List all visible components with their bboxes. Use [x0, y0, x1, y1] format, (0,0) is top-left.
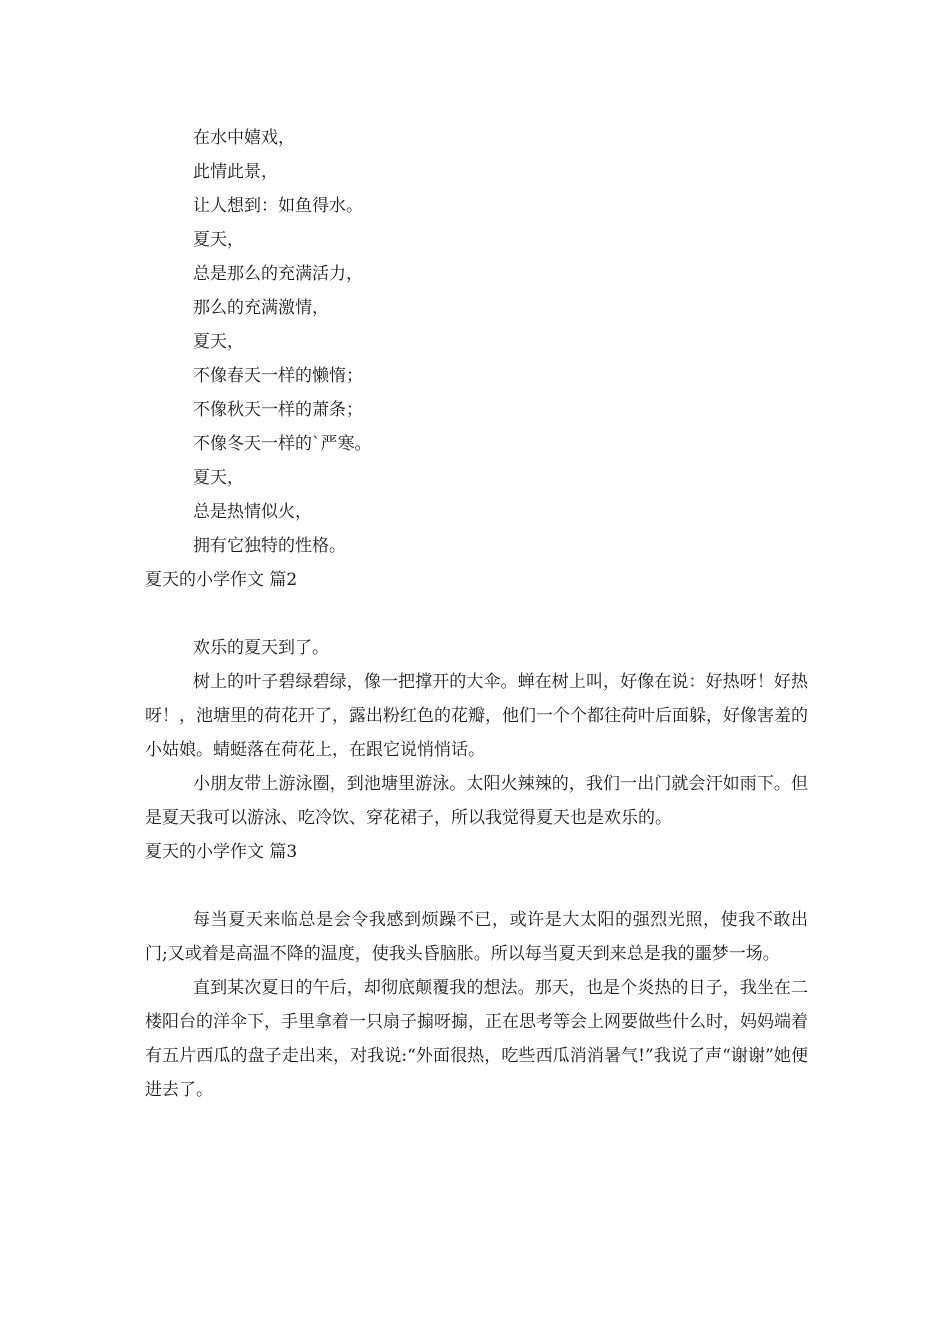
paragraph: 小朋友带上游泳圈，到池塘里游泳。太阳火辣辣的，我们一出门就会汗如雨下。但是夏天我可以游泳、吃冷饮、穿花裙子，所以我觉得夏天也是欢乐的。 — [145, 774, 808, 828]
poem-line: 让人想到：如鱼得水。 — [193, 196, 363, 216]
section-heading: 夏天的小学作文 篇2 — [145, 570, 298, 590]
paragraph: 直到某次夏日的午后，却彻底颠覆我的想法。那天，也是个炎热的日子，我坐在二楼阳台的洋伞下，手里拿着一只扇子搧呀搧，正在思考等会上网要做些什么时，妈妈端着有五片西瓜的盘子走出来，对我说:“外面很热，吃些西瓜消消暑气!”我说了声“谢谢”她便进去了。 — [145, 978, 808, 1100]
paragraph: 树上的叶子碧绿碧绿，像一把撑开的大伞。蝉在树上叫，好像在说：好热呀！好热呀！，池塘里的荷花开了，露出粉红色的花瓣，他们一个个都往荷叶后面躲，好像害羞的小姑娘。蜻蜓落在荷花上，在跟它说悄悄话。 — [145, 672, 808, 760]
poem-line: 不像春天一样的懒惰； — [193, 366, 363, 386]
section-2 — [145, 563, 808, 835]
poem-block — [145, 121, 808, 563]
poem-line: 夏天， — [193, 230, 244, 250]
section-heading: 夏天的小学作文 篇3 — [145, 842, 298, 862]
spacer — [145, 597, 808, 631]
paragraph: 欢乐的夏天到了。 — [193, 638, 329, 658]
poem-line: 夏天， — [193, 468, 244, 488]
poem-line: 不像冬天一样的`严寒。 — [193, 434, 372, 454]
poem-line: 拥有它独特的性格。 — [193, 536, 346, 556]
section-3 — [145, 835, 808, 1107]
spacer — [145, 869, 808, 903]
poem-line: 此情此景， — [193, 162, 278, 182]
poem-line: 在水中嬉戏， — [193, 128, 295, 148]
document-page — [145, 121, 808, 1107]
poem-line: 总是那么的充满活力， — [193, 264, 363, 284]
poem-line: 那么的充满激情， — [193, 298, 329, 318]
paragraph: 每当夏天来临总是会令我感到烦躁不已，或许是大太阳的强烈光照，使我不敢出门;又或着是高温不降的温度，使我头昏脑胀。所以每当夏天到来总是我的噩梦一场。 — [145, 910, 808, 964]
poem-line: 不像秋天一样的萧条； — [193, 400, 363, 420]
poem-line: 总是热情似火， — [193, 502, 312, 522]
poem-line: 夏天， — [193, 332, 244, 352]
